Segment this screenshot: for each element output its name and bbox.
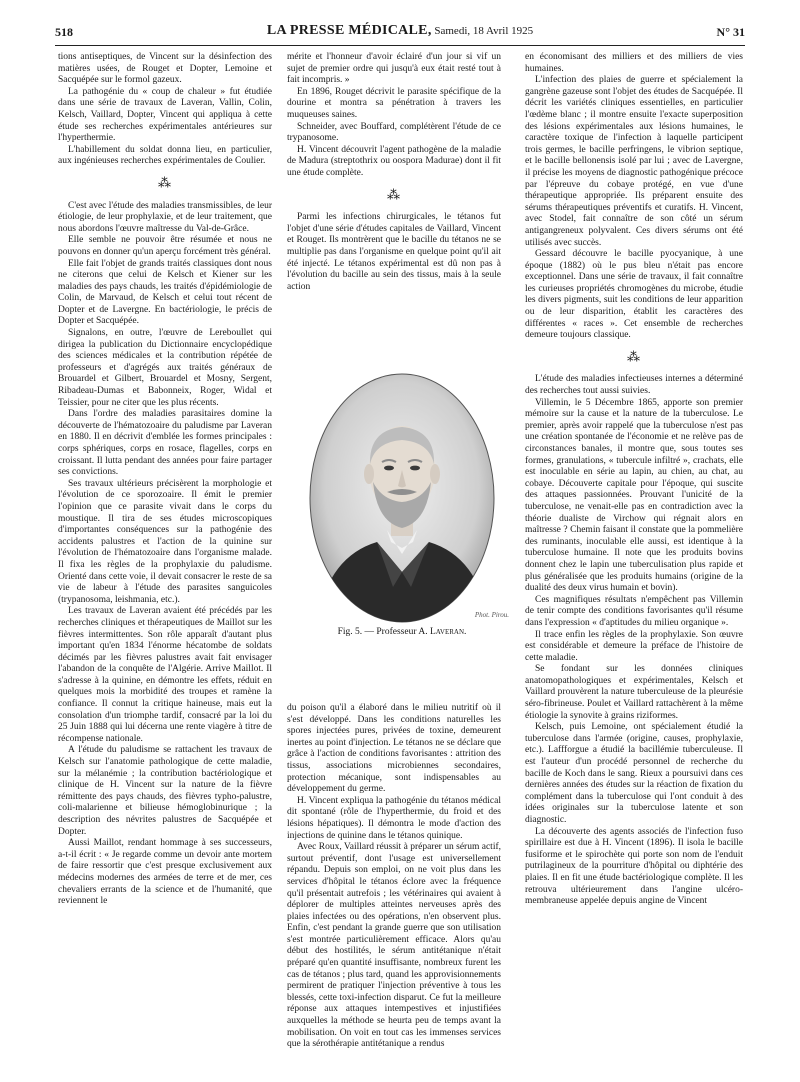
paragraph: Ces magnifiques résultats n'empêchent pas Villemin de tenir compte des conditions favorisantes qu'il résume dans l'expression « d'aptitudes du milieu organique ». <box>525 594 743 628</box>
portrait-photo <box>307 372 497 624</box>
paragraph: La pathogénie du « coup de chaleur » fut étudiée dans une série de travaux de Laveran, Vallin, Colin, Kelsch, Vaillard, Dopter, Vincent qui appliqua à cette étude ses recherches expérimentales antérieures sur l'hyperthermie. <box>58 86 272 144</box>
paragraph: Avec Roux, Vaillard réussit à préparer un sérum actif, surtout préventif, dont l'usage est universellement répandu. Depuis son emploi, on ne voit plus dans les services d'hôpital le tétanos éclore avec la fréquence qu'il présentait autrefois ; les vétérinaires qui avaient à déplorer de multiples atteintes nerveuses après des plaies infectées ou des opérations, n'en observent plus. Enfin, c'est pendant la grande guerre que son utilisation s'est montrée particulièrement efficace. Alors qu'au début des hostilités, le sérum antitétanique n'était préparé qu'en quantité insuffisante, nombreux furent les cas de tétanos ; plus tard, quand les approvisionnements permirent de pratiquer l'injection préventive à tous les blessés, cette toxi-infection disparut. Ce fut la meilleure réponse aux attaques intempestives et injustifiées auxquelles la méthode se heurta peu de temps avant la mobilisation. On voit en tout cas les immenses services que la sérothérapie antitétanique a rendus <box>287 842 501 1050</box>
paragraph: tions antiseptiques, de Vincent sur la désinfection des matières usées, de Rouget et Dopter, Lemoine et Sacquépée sur le formol gazeux. <box>58 52 272 86</box>
figure-caption <box>287 627 517 637</box>
column-1 <box>58 52 272 1072</box>
paragraph: Il trace enfin les règles de la prophylaxie. Son œuvre est considérable et demeure la préface de l'histoire de cette maladie. <box>525 629 743 663</box>
paragraph: Ses travaux ultérieurs précisèrent la morphologie et l'évolution de ce sporozoaire. Il émit le premier l'opinion que ce parasite vivait dans le corps du moustique. Il tira de ses études microscopiques d'importantes conséquences sur la pathogénie des accidents palustres et l'action de la quinine sur l'évolution de l'hématozoaire dans l'organisme malade. Il fixa les règles de la prophylaxie du paludisme. Orienté dans cette voie, il devait consacrer le reste de sa vie de labeur à l'étude des parasites sanguicoles (trypanosoma, leishmania, etc.). <box>58 478 272 605</box>
photo-credit: Phot. Pirou. <box>474 611 509 619</box>
paragraph: H. Vincent expliqua la pathogénie du tétanos médical dit spontané (rôle de l'hyperthermie, du froid et des lésions hépatiques). Il démontra le mode d'action des injections de quinine dans le tétanos quinique. <box>287 795 501 841</box>
paragraph: L'étude des maladies infectieuses internes a déterminé des recherches tout aussi suivies. <box>525 374 743 397</box>
paragraph: Schneider, avec Bouffard, complétèrent l'étude de ce trypanosome. <box>287 121 501 144</box>
paragraph: C'est avec l'étude des maladies transmissibles, de leur étiologie, de leur prophylaxie, et de leur traitement, que nous abordons l'œuvre maîtresse du Val-de-Grâce. <box>58 200 272 234</box>
paragraph: Se fondant sur les données cliniques anatomopathologiques et expérimentales, Kelsch et Vaillard prouvèrent la nature tuberculeuse de la pleurésie séro-fibrineuse. Poulet et Vaillard rattachèrent à la même étiologie la synovite à grains riziformes. <box>525 664 743 721</box>
issue-date: Samedi, 18 Avril 1925 <box>431 25 534 37</box>
paragraph: H. Vincent découvrit l'agent pathogène de la maladie de Madura (streptothrix ou oospora Madurae) dont il fit une étude complète. <box>287 144 501 178</box>
caption-name: Laveran. <box>429 627 467 637</box>
page-number: 518 <box>55 25 73 39</box>
paragraph: Signalons, en outre, l'œuvre de Lereboullet qui dirigea la publication du Dictionnaire encyclopédique des sciences médicales et la contribution répétée de professeurs et d'agrégés aux traités généraux de Brouardel et Gilbert, Brouardel et Mosny, Sergent, Ribadeau-Dumas et Babonneix, Roger, Widal et Teissier, pour ne citer que les plus récents. <box>58 328 272 408</box>
paragraph: L'infection des plaies de guerre et spécialement la gangrène gazeuse sont l'objet des études de Sacquépée. Il décrit les variétés cliniques essentielles, en particulier l'œdème blanc ; il montre ensuite l'exacte superposition des lésions expérimentales aux lésions humaines, le caractère toxique de l'infection à laquelle participent trois germes, le bacille perfringens, le vibrion septique, et le bacille bellonensis isolé par lui ; avec de Lavergne, il précise les moyens de diagnostic pathogénique précoce par l'épreuve du cobaye protégé, en vue d'une thérapeutique appropriée. Ils préparent ensuite des sérums thérapeutiques préventifs et curatifs. H. Vincent, avec Stodel, fait connaître de son côté un sérum antigangreneux polyvalent. Ces divers sérums ont été utilisés avec succès. <box>525 75 743 248</box>
paragraph: Dans l'ordre des maladies parasitaires domine la découverte de l'hématozoaire du paludisme par Laveran en 1880. Il en décrivit d'emblée les formes principales : corps sphériques, corps en rosace, flagelles, corps en croissant. Il lutta pendant des années pour faire partager ses convictions. <box>58 409 272 478</box>
paragraph: du poison qu'il a élaboré dans le milieu nutritif où il s'est développé. Dans les conditions naturelles les spores injectées pures, privées de toxine, demeurent inertes au point d'injection. Le tétanos ne se déclare que grâce à l'action de conditions favorisantes : attrition des tissus, associations microbiennes secondaires, protection mécanique, sont indispensables au développement du germe. <box>287 703 501 795</box>
page-header <box>55 25 745 46</box>
paragraph: Gessard découvre le bacille pyocyanique, à une époque (1882) où le pus bleu n'était pas encore exceptionnel. Dans une série de travaux, il fait connaître les curieuses propriétés chromogènes du microbe, étudie les divers pigments, suit les conditions de leur apparition ou de leur disparition, établit les caractères des différentes « races ». Cet ensemble de recherches demeure toujours classique. <box>525 249 743 341</box>
paragraph: La découverte des agents associés de l'infection fuso spirillaire est due à H. Vincent (1896). Il isola le bacille fusiforme et le spirochète qui porte son nom de l'enduit putrilagineux de la pourriture d'hôpital ou diphtérie des plaies. Il en fit une étude bactériologique complète. Il les retrouva ultérieurement dans l'angine ulcéro-membraneuse appelée depuis angine de Vincent <box>525 826 743 907</box>
paragraph: Les travaux de Laveran avaient été précédés par les recherches cliniques et thérapeutiques de Maillot sur les fièvres intermittentes. Son rôle apparaît d'autant plus important qu'en 1834 l'énorme hécatombe de soldats décimés par les fièvres palustres avait fait envisager l'abandon de la conquête de l'Algérie. Arrive Maillot. Il s'adresse à la quinine, en démontre les effets, réduit en quelques mois la morbidité des troupes et ramène la confiance. Il connut la critique haineuse, mais eut la consolation d'un triomphe tardif, consacré par la loi du 25 Juin 1888 qui lui décerna une rente viagère à titre de récompense nationale. <box>58 606 272 744</box>
paragraph: En 1896, Rouget décrivit le parasite spécifique de la dourine et montra sa pénétration à travers les muqueuses saines. <box>287 86 501 120</box>
paragraph: Parmi les infections chirurgicales, le tétanos fut l'objet d'une série d'études capitales de Vaillard, Vincent et Rouget. Ils montrèrent que le bacille du tétanos ne se multiplie pas dans l'organisme en quelque point qu'il ait été injecté. Le tétanos expérimental est dû non pas à l'évolution du bacille au sein des tissus, mais à la seule action <box>287 212 501 292</box>
journal-title <box>55 23 745 39</box>
paragraph: Villemin, le 5 Décembre 1865, apporte son premier mémoire sur la cause et la nature de la tuberculose. Le premier, après avoir rappelé que la tuberculose n'est pas une création spontanée de l'économie et ne relève pas de circonstances banales, il montre que, sous toutes ses formes, granulations, « tubercule infiltré », crachats, elle est inoculable en série au lapin, au chien, au chat, au cobaye. Découverte capitale pour l'époque, qui suscite des attaques passionnées. Prouvant l'unicité de la tuberculose, ne venait-elle pas en contradiction avec la théorie dualiste de Virchow qui régnait alors en maîtresse ? Chemin faisant il constate que la pommelière des ruminants, inoculable elle aussi, est identique à la tuberculose humaine. Il note que les produits bovins donnent chez le lapin une tuberculisation plus rapide et plus généralisée que les produits humains (origine de la dualité des deux virus humain et bovin). <box>525 397 743 594</box>
caption-text: Fig. 5. — Professeur A. <box>337 627 430 637</box>
paragraph: en économisant des milliers et des milliers de vies humaines. <box>525 52 743 74</box>
column-2-bottom <box>287 703 501 1051</box>
section-divider-stars: ⁂ <box>627 348 641 364</box>
paragraph: Kelsch, puis Lemoine, ont spécialement étudié la tuberculose dans l'armée (origine, causes, prophylaxie, etc.). Laffforgue a étudié la bacillémie tuberculeuse. Il est l'auteur d'un procédé personnel de recherche du bacille de Koch dans le sang. Rieux a poursuivi dans ces dernières années des études sur la réaction de fixation du complément dans la tuberculose qui l'ont conduit à des idées originales sur la tuberculose latente et son diagnostic. <box>525 722 743 825</box>
paragraph: mérite et l'honneur d'avoir éclairé d'un jour si vif un sujet de premier ordre qui jusqu'à eux était resté tout à fait incompris. » <box>287 52 501 86</box>
paragraph: Elle fait l'objet de grands traités classiques dont nous ne citerons que celui de Kelsch et Kiener sur les maladies des pays chauds, les traités d'épidémiologie de Colin, de Marvaud, de Kelsch et celui tout récent de Dopter et de Lavergne. En bactériologie, le précis de Dopter et Sacquépée. <box>58 258 272 327</box>
column-2-top <box>287 52 501 293</box>
column-3 <box>525 52 743 1072</box>
paragraph: Elle semble ne pouvoir être résumée et nous ne pouvons en donner qu'un aperçu forcément très général. <box>58 235 272 257</box>
portrait-figure <box>287 372 517 650</box>
section-divider-stars: ⁂ <box>387 186 401 202</box>
section-divider-stars: ⁂ <box>158 174 172 190</box>
issue-number: N° 31 <box>716 25 745 39</box>
journal-name: LA PRESSE MÉDICALE, <box>266 23 432 38</box>
paragraph: L'habillement du soldat donna lieu, en particulier, aux ingénieuses recherches expérimentales de Coulier. <box>58 144 272 167</box>
paragraph: A l'étude du paludisme se rattachent les travaux de Kelsch sur l'anatomie pathologique de cette maladie, sur la mélanémie ; la contribution bactériologique et clinique de H. Vincent sur la nature de la fièvre rémittente des pays chauds, des fièvres typho-palustre, coli-malarienne et bilieuse hémoglobinurique ; la description des névrites palustres de Sacquépée et Dopter. <box>58 745 272 837</box>
paragraph: Aussi Maillot, rendant hommage à ses successeurs, a-t-il écrit : « Je regarde comme un devoir ante mortem de faire ressortir que c'est presque exclusivement aux médecins modernes des armées de terre et de mer, ces chevaliers errants de la science et de l'humanité, que reviennent le <box>58 838 272 907</box>
